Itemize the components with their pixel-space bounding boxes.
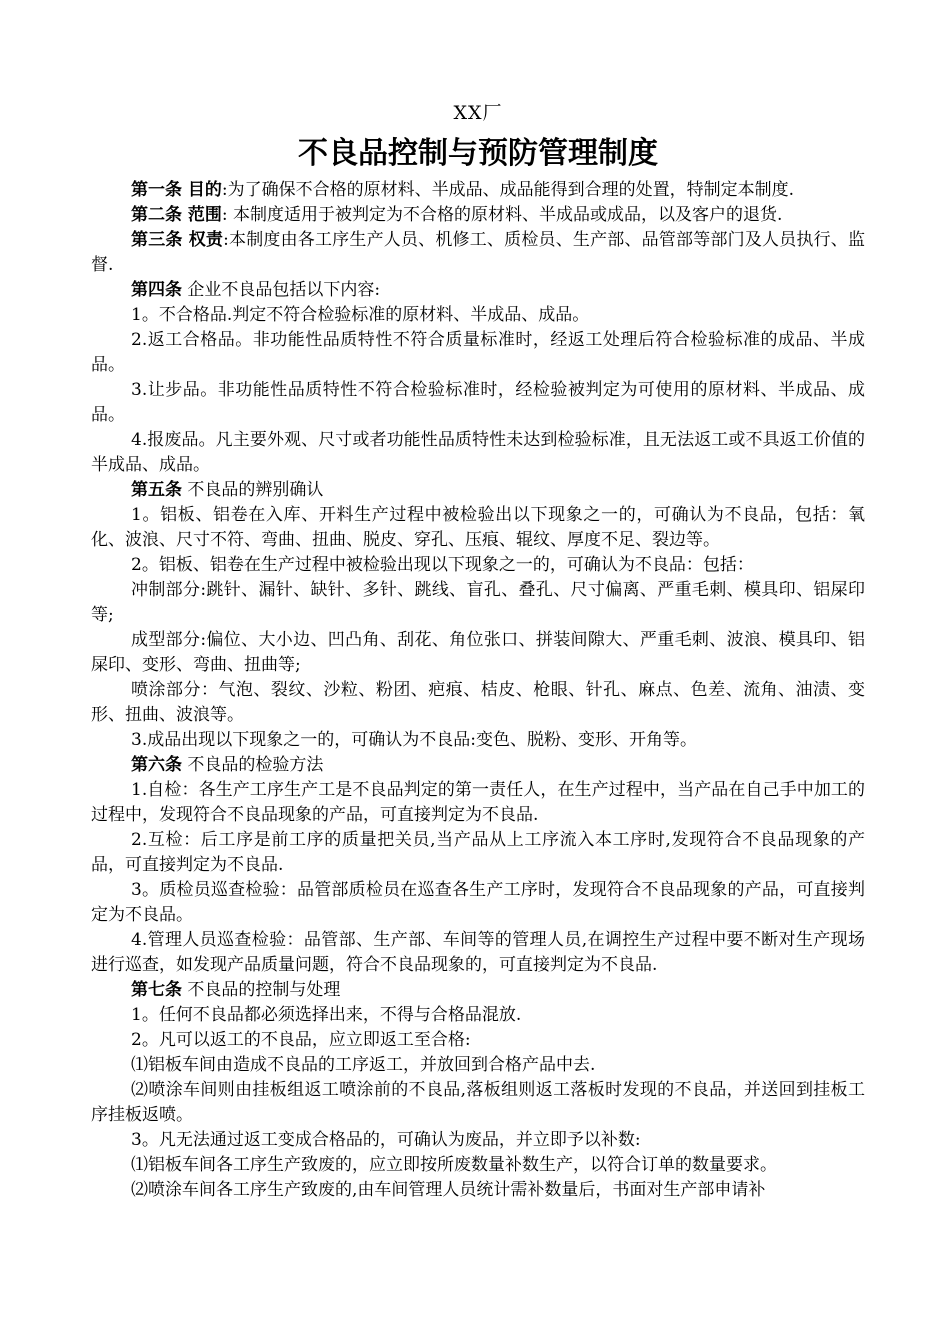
paragraph (91, 1028, 865, 1053)
paragraph (91, 628, 865, 678)
article-heading: 第二条 范围 (131, 205, 222, 225)
paragraph (91, 753, 865, 778)
paragraph-text: 企业不良品包括以下内容: (182, 280, 381, 300)
paragraph-text: 不良品的辨别确认 (182, 480, 324, 500)
paragraph-text: 1.自检：各生产工序生产工是不良品判定的第一责任人，在生产过程中，当产品在自己手中加工的过程中，发现符合不良品现象的产品，可直接判定为不良品. (91, 780, 865, 825)
paragraph-text: :为了确保不合格的原材料、半成品、成品能得到合理的处置，特制定本制度. (221, 180, 795, 200)
paragraph (91, 878, 865, 928)
paragraph-text: 冲制部分:跳针、漏针、缺针、多针、跳线、盲孔、叠孔、尺寸偏离、严重毛刺、模具印、铝屎印等; (91, 580, 865, 625)
article-heading: 第三条 权责 (131, 230, 224, 250)
paragraph (91, 378, 865, 428)
company-name: XX厂 (453, 102, 503, 124)
paragraph-text: 不良品的控制与处理 (182, 980, 341, 1000)
paragraph-text: 1。铝板、铝卷在入库、开料生产过程中被检验出以下现象之一的，可确认为不良品，包括：氧化、波浪、尺寸不符、弯曲、扭曲、脱皮、穿孔、压痕、辊纹、厚度不足、裂边等。 (91, 505, 865, 550)
paragraph (91, 478, 865, 503)
paragraph-text: 3.成品出现以下现象之一的，可确认为不良品:变色、脱粉、变形、开角等。 (131, 730, 697, 750)
paragraph (91, 728, 865, 753)
paragraph-text: ⑴铝板车间由造成不良品的工序返工，并放回到合格产品中去. (131, 1055, 596, 1075)
paragraph-text: 4.报废品。凡主要外观、尺寸或者功能性品质特性未达到检验标准，且无法返工或不具返工价值的半成品、成品。 (91, 430, 865, 475)
article-heading: 第五条 (131, 480, 182, 500)
paragraph-text: :本制度由各工序生产人员、机修工、质检员、生产部、品管部等部门及人员执行、监督. (91, 230, 865, 275)
paragraph (91, 428, 865, 478)
paragraph (91, 1003, 865, 1028)
article-heading: 第六条 (131, 755, 182, 775)
article-heading: 第七条 (131, 980, 182, 1000)
article-heading: 第四条 (131, 280, 182, 300)
paragraph-text: 3。凡无法通过返工变成合格品的，可确认为废品，并立即予以补数: (131, 1130, 641, 1150)
paragraph-text: ⑵喷涂车间则由挂板组返工喷涂前的不良品,落板组则返工落板时发现的不良品，并送回到挂板工序挂板返喷。 (91, 1080, 865, 1125)
document-body (91, 178, 865, 1203)
paragraph-text: 1。不合格品.判定不符合检验标准的原材料、半成品、成品。 (131, 305, 590, 325)
paragraph (91, 503, 865, 553)
paragraph (91, 1078, 865, 1128)
paragraph-text: 2。铝板、铝卷在生产过程中被检验出现以下现象之一的，可确认为不良品：包括： (131, 555, 754, 575)
paragraph (91, 228, 865, 278)
paragraph-text: ⑴铝板车间各工序生产致废的，应立即按所废数量补数生产，以符合订单的数量要求。 (131, 1155, 777, 1175)
paragraph (91, 1153, 865, 1178)
article-heading: 第一条 目的 (131, 180, 222, 200)
paragraph (91, 303, 865, 328)
paragraph (91, 178, 865, 203)
paragraph (91, 1178, 865, 1203)
paragraph (91, 278, 865, 303)
paragraph (91, 553, 865, 578)
paragraph-text: 3.让步品。非功能性品质特性不符合检验标准时，经检验被判定为可使用的原材料、半成品、成品。 (91, 380, 865, 425)
paragraph-text: 1。任何不良品都必须选择出来，不得与合格品混放. (131, 1005, 522, 1025)
paragraph-text: 2.返工合格品。非功能性品质特性不符合质量标准时，经返工处理后符合检验标准的成品、半成品。 (91, 330, 865, 375)
paragraph-text: 喷涂部分：气泡、裂纹、沙粒、粉团、疤痕、桔皮、枪眼、针孔、麻点、色差、流角、油渍、变形、扭曲、波浪等。 (91, 680, 865, 725)
paragraph-text: 4.管理人员巡查检验：品管部、生产部、车间等的管理人员,在调控生产过程中要不断对生产现场进行巡查，如发现产品质量问题，符合不良品现象的，可直接判定为不良品. (91, 930, 865, 975)
paragraph (91, 928, 865, 978)
paragraph (91, 978, 865, 1003)
paragraph-text: 成型部分:偏位、大小边、凹凸角、刮花、角位张口、拼装间隙大、严重毛刺、波浪、模具印、铝屎印、变形、弯曲、扭曲等; (91, 630, 865, 675)
paragraph-text: 2。凡可以返工的不良品，应立即返工至合格: (131, 1030, 471, 1050)
paragraph (91, 828, 865, 878)
paragraph-text: 2.互检：后工序是前工序的质量把关员,当产品从上工序流入本工序时,发现符合不良品现象的产品，可直接判定为不良品. (91, 830, 865, 875)
paragraph-text: 3。质检员巡查检验：品管部质检员在巡查各生产工序时，发现符合不良品现象的产品，可直接判定为不良品。 (91, 880, 865, 925)
paragraph (91, 778, 865, 828)
paragraph (91, 578, 865, 628)
paragraph (91, 328, 865, 378)
paragraph (91, 1053, 865, 1078)
paragraph (91, 678, 865, 728)
paragraph (91, 203, 865, 228)
paragraph-text: : 本制度适用于被判定为不合格的原材料、半成品或成品，以及客户的退货. (221, 205, 783, 225)
paragraph-text: 不良品的检验方法 (182, 755, 324, 775)
paragraph-text: ⑵喷涂车间各工序生产致废的,由车间管理人员统计需补数量后，书面对生产部申请补 (131, 1180, 766, 1200)
paragraph (91, 1128, 865, 1153)
document-title: 不良品控制与预防管理制度 (298, 136, 658, 171)
